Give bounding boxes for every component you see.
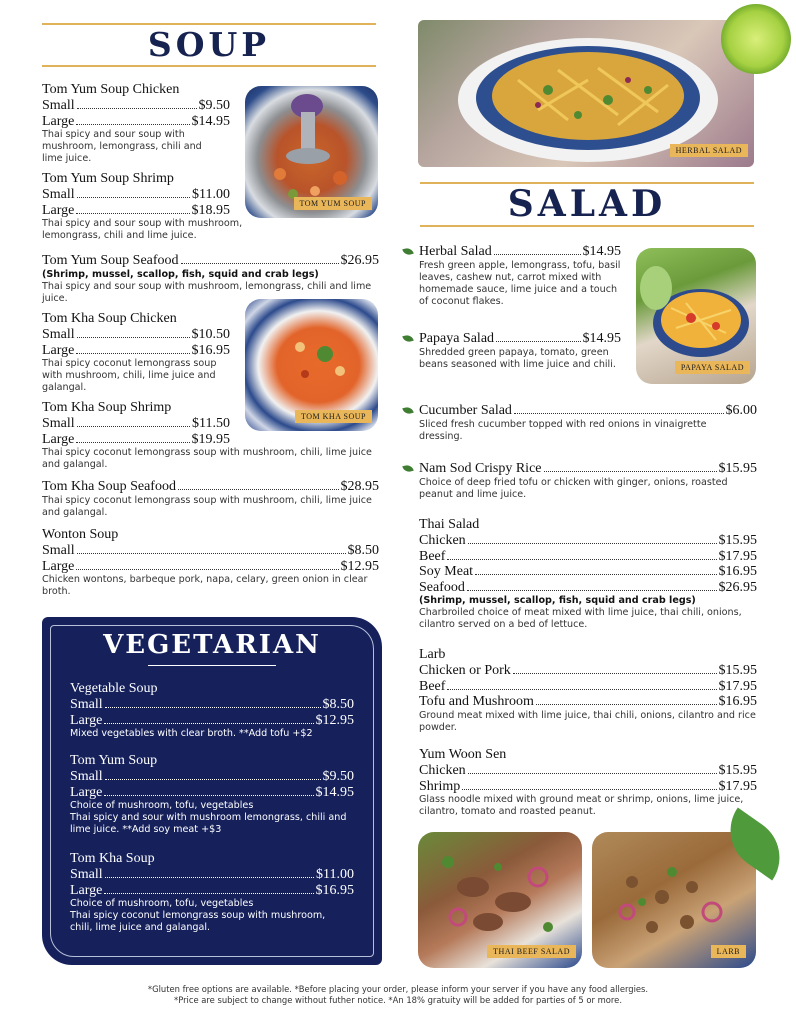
item-description: Fresh green apple, lemongrass, tofu, basil leaves, cashew nut, carrot mixed with homemade sauce, lime juice and a touch of coconut flakes. [419,259,621,308]
size-row [42,559,379,575]
item-description: Choice of deep fried tofu or chicken with ginger, onions, roasted peanut and lime juice. [419,476,728,500]
menu-item-vegetable-soup [70,681,354,740]
size-row [70,867,354,883]
menu-item-tom-kha-seafood [42,479,379,519]
leaf-icon [402,334,413,343]
size-label: Large [42,431,75,447]
size-label: Chicken or Pork [419,663,511,678]
item-row [403,403,757,419]
price: $28.95 [340,479,379,494]
price: $14.95 [582,244,621,259]
item-choice: Choice of mushroom, tofu, vegetables [70,898,254,909]
item-name: Tom Kha Soup Chicken [42,311,177,326]
size-label: Small [42,187,75,202]
item-description: Glass noodle mixed with ground meat or shrimp, onions, lime juice, cilantro, tomato and roasted peanut. [419,794,744,818]
menu-item-yum-woon-sen [419,747,757,818]
item-name: Papaya Salad [419,331,495,346]
size-label: Chicken [419,533,466,548]
item-name: Tom Kha Soup Seafood [42,479,176,494]
item-description: Thai spicy coconut lemongrass soup with mushroom, chili, lime juice and galangal. [42,494,372,518]
size-row [70,713,354,729]
photo-caption: LARB [711,945,746,958]
item-name: Nam Sod Crispy Rice [419,461,542,476]
item-note: (Shrimp, mussel, scallop, fish, squid and crab legs) [42,268,319,280]
item-name: Vegetable Soup [70,681,158,696]
item-name: Herbal Salad [419,244,492,259]
price: $19.95 [191,431,230,447]
photo-caption: HERBAL SALAD [670,144,748,157]
leaf-icon [402,247,413,256]
size-row [419,549,757,565]
thai-beef-salad-photo [418,832,582,968]
tom-yum-soup-photo [245,86,378,218]
size-row [419,779,757,795]
tom-kha-soup-photo [245,299,378,431]
footer-line-1: *Gluten free options are available. *Before placing your order, please inform your server if you have any food allergies. [147,984,649,994]
item-description: Thai spicy coconut lemongrass soup with mushroom, chili, lime juice and galangal. [70,910,326,934]
size-label: Beef [419,548,446,564]
size-label: Small [42,98,75,113]
size-label: Large [70,784,103,800]
price: $15.95 [718,663,757,678]
price: $6.00 [725,403,757,418]
size-label: Small [42,416,75,431]
price: $11.00 [316,867,354,882]
soup-title: SOUP [147,25,271,64]
item-name: Tom Kha Soup [70,851,155,866]
size-row [42,416,230,432]
item-note: (Shrimp, mussel, scallop, fish, squid and crab legs) [419,595,696,606]
herbal-salad-photo [418,20,754,167]
size-label: Large [70,882,103,898]
price: $18.95 [191,202,230,218]
item-name: Thai Salad [419,517,480,532]
price: $11.00 [192,187,230,202]
item-name: Yum Woon Sen [419,747,507,762]
size-label: Chicken [419,763,466,778]
size-label: Large [42,113,75,129]
size-row [42,187,230,203]
size-row [42,327,230,343]
size-label: Large [70,712,103,728]
size-label: Soy Meat [419,564,474,579]
item-description: Charbroiled choice of meat mixed with lime juice, thai chili, onions, cilantro served on a bed of lettuce. [419,607,742,631]
size-row [70,883,354,899]
price: $15.95 [718,461,757,476]
footer-line-2: *Price are subject to change without futher notice. *An 18% gratuity will be added for parties of 5 or more. [174,995,622,1005]
vegetarian-title: VEGETARIAN [103,630,321,660]
item-description: Ground meat mixed with lime juice, thai chili, onions, cilantro and rice powder. [419,709,756,733]
item-description: Thai spicy and sour with mushroom lemongrass, chili and lime juice. **Add soy meat +$3 [70,812,347,836]
size-label: Tofu and Mushroom [419,694,534,709]
lime-decoration [721,4,791,74]
size-row [419,580,757,596]
size-row [419,663,757,679]
item-name: Tom Yum Soup Seafood [42,253,179,268]
menu-item-tom-yum-seafood [42,253,379,305]
menu-item-nam-sod-crispy-rice [403,461,757,501]
menu-item-veg-tom-yum [70,753,354,837]
menu-item-tom-yum-chicken [42,82,230,166]
photo-caption: TOM KHA SOUP [295,410,372,423]
size-label: Shrimp [419,778,461,794]
size-row [42,432,230,448]
size-row [70,769,354,785]
item-name: Larb [419,647,446,662]
item-row [42,479,379,495]
item-description: Shredded green papaya, tomato, green beans seasoned with lime juice and chili. [419,346,616,370]
item-choice: Choice of mushroom, tofu, vegetables [70,800,254,811]
item-row [403,461,757,477]
size-row [42,543,379,559]
menu-item-wonton-soup [42,527,379,598]
size-label: Seafood [419,579,465,595]
soup-bottom-rule [42,65,376,67]
photo-caption: PAPAYA SALAD [675,361,750,374]
size-label: Small [70,697,103,712]
item-name: Cucumber Salad [419,403,512,418]
item-description: Thai spicy and sour soup with mushroom, lemongrass, chili and lime juice. [42,129,202,165]
item-row [42,253,379,269]
photo-caption: THAI BEEF SALAD [487,945,576,958]
price: $8.50 [347,543,379,558]
size-row [419,564,757,580]
menu-item-herbal-salad [403,244,621,308]
price: $10.50 [191,327,230,342]
size-label: Large [42,558,75,574]
item-description: Mixed vegetables with clear broth. **Add tofu +$2 [70,728,313,739]
salad-bottom-rule [420,225,754,227]
price: $9.50 [322,769,354,784]
price: $16.95 [315,882,354,898]
price: $26.95 [718,579,757,595]
item-description: Thai spicy coconut lemongrass soup with mushroom, chili, lime juice and galangal. [42,447,372,471]
item-name: Tom Kha Soup Shrimp [42,400,172,415]
leaf-icon [402,406,413,415]
price: $12.95 [315,712,354,728]
menu-item-tom-kha-chicken [42,311,230,395]
price: $8.50 [322,697,354,712]
item-row [403,244,621,260]
size-row [70,785,354,801]
size-row [42,114,230,130]
item-name: Tom Yum Soup Shrimp [42,171,174,186]
price: $26.95 [340,253,379,268]
size-row [419,763,757,779]
item-description: Thai spicy and sour soup with mushroom, lemongrass, chili and lime juice. [42,280,372,304]
item-description: Sliced fresh cucumber topped with red onions in vinaigrette dressing. [419,418,707,442]
price: $17.95 [718,778,757,794]
size-label: Beef [419,678,446,694]
price: $14.95 [315,784,354,800]
price: $15.95 [718,533,757,548]
menu-item-larb [419,647,757,734]
item-description: Thai spicy coconut lemongrass soup with mushroom, chili, lime juice and galangal. [42,358,217,394]
item-name: Tom Yum Soup [70,753,158,768]
size-label: Large [42,202,75,218]
size-label: Small [70,769,103,784]
price: $9.50 [198,98,230,113]
item-name: Wonton Soup [42,527,119,542]
size-row [42,98,230,114]
size-label: Small [42,327,75,342]
price: $16.95 [718,564,757,579]
size-label: Large [42,342,75,358]
price: $11.50 [192,416,230,431]
papaya-salad-photo [636,248,756,384]
price: $14.95 [191,113,230,129]
size-label: Small [42,543,75,558]
leaf-icon [402,464,413,473]
size-label: Small [70,867,103,882]
price: $16.95 [191,342,230,358]
size-row [42,343,230,359]
item-row [403,331,621,347]
item-description: Chicken wontons, barbeque pork, napa, celary, green onion in clear broth. [42,574,368,598]
size-row [70,697,354,713]
salad-title: SALAD [507,183,667,225]
size-row [42,203,230,219]
larb-photo [592,832,756,968]
vegetarian-panel [42,617,382,965]
price: $14.95 [582,331,621,346]
price: $17.95 [718,548,757,564]
menu-item-tom-kha-shrimp [42,400,372,471]
size-row [419,533,757,549]
photo-caption: TOM YUM SOUP [294,197,372,210]
menu-item-thai-salad [419,517,757,632]
size-row [419,694,757,710]
price: $15.95 [718,763,757,778]
size-row [419,679,757,695]
menu-item-veg-tom-kha [70,851,354,935]
price: $12.95 [340,558,379,574]
price: $16.95 [718,694,757,709]
menu-item-tom-yum-shrimp [42,171,243,242]
menu-item-cucumber-salad [403,403,757,443]
price: $17.95 [718,678,757,694]
item-description: Thai spicy and sour soup with mushroom, lemongrass, chili and lime juice. [42,218,243,242]
footer-notes [0,984,796,1006]
item-name: Tom Yum Soup Chicken [42,82,180,97]
menu-item-papaya-salad [403,331,621,371]
